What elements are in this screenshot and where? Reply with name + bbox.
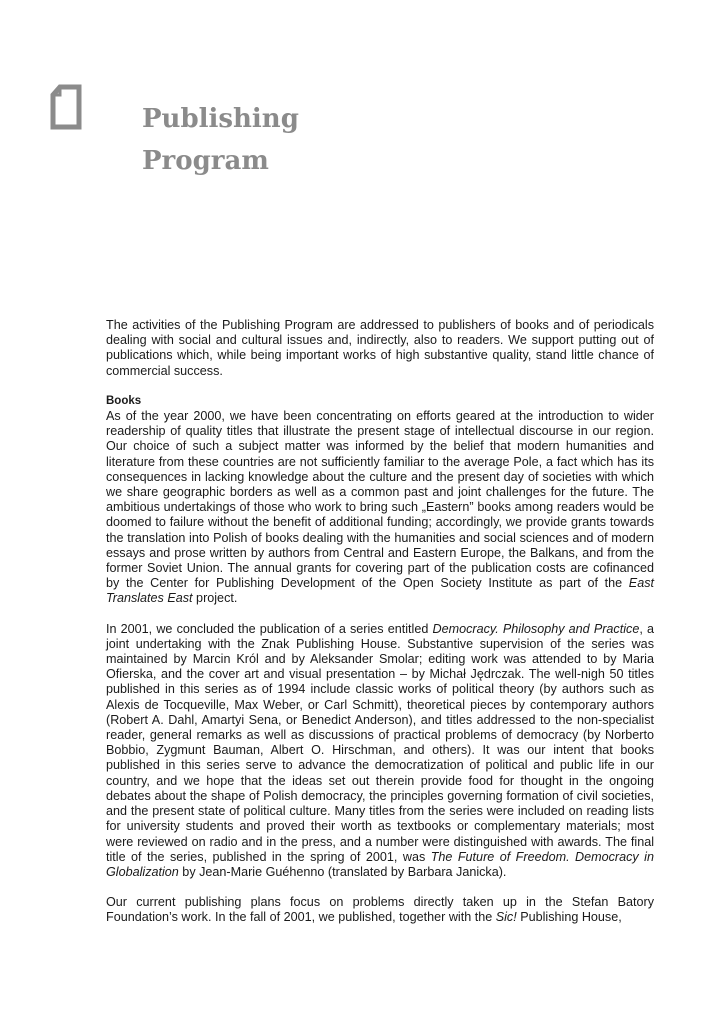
title-line-1: Publishing <box>142 104 299 134</box>
books-heading: Books <box>106 394 142 407</box>
page-title <box>142 98 542 182</box>
document-icon <box>48 84 84 130</box>
title-line-2: Program <box>142 146 269 176</box>
books-paragraph-2: In 2001, we concluded the publication of a series entitled Democracy. Philosophy and Practice, a joint undertaking with the Znak Publishing House. Substantive supervision of the series was maintained by Marcin Król and by Aleksander Smolar; editing work was attended to by Maria Ofierska, and the cover art and visual presentation – by Michał Jędrczak. The well-nigh 50 titles published in this series as of 1994 include classic works of political theory (by authors such as Alexis de Tocqueville, Max Weber, or Carl Schmitt), theoretical pieces by contemporary authors (Robert A. Dahl, Amartyi Sena, or Benedict Anderson), and titles addressed to the non-specialist reader, general remarks as well as discussions of practical problems of democracy (by Norberto Bobbio, Zygmunt Bauman, Albert O. Hirschman, and others). It was our intent that books published in this series serve to advance the democratization of political and public life in our country, and we hope that the ideas set out therein provide food for thought in the ongoing debates about the shape of Polish democracy, the principles governing formation of civil societies, and the present state of political culture. Many titles from the series were included on reading lists for university students and proved their worth as textbooks or complementary materials; most were reviewed on radio and in the press, and a number were distinguished with awards. The final title of the series, published in the spring of 2001, was The Future of Freedom. Democracy in Globalization by Jean-Marie Guéhenno (translated by Barbara Janicka). <box>106 621 654 879</box>
intro-paragraph: The activities of the Publishing Program are addressed to publishers of books and of periodicals dealing with social and cultural issues and, indirectly, also to readers. We support putting out of publications which, while being important works of high substantive quality, stand little chance of commercial success. <box>106 318 654 378</box>
books-paragraph-1: As of the year 2000, we have been concentrating on efforts geared at the introduction to wider readership of quality titles that illustrate the present stage of intellectual discourse in our region. Our choice of such a subject matter was informed by the belief that modern humanities and literature from these countries are not sufficiently familiar to the average Pole, a fact which has its consequences in lacking knowledge about the culture and the present day of societies with which we share geographic borders as well as a common past and joint challenges for the future. The ambitious undertakings of those who work to bring such „Eastern” books among readers would be doomed to failure without the benefit of additional funding; accordingly, we provide grants towards the translation into Polish of books dealing with the humanities and social sciences and of modern essays and prose written by authors from Central and Eastern Europe, the Balkans, and from the former Soviet Union. The annual grants for covering part of the publication costs are cofinanced by the Center for Publishing Development of the Open Society Institute as part of the East Translates East project. <box>106 409 654 606</box>
books-paragraph-3: Our current publishing plans focus on problems directly taken up in the Stefan Batory Foundation’s work. In the fall of 2001, we published, together with the Sic! Publishing House, <box>106 895 654 925</box>
body-text <box>106 318 654 926</box>
